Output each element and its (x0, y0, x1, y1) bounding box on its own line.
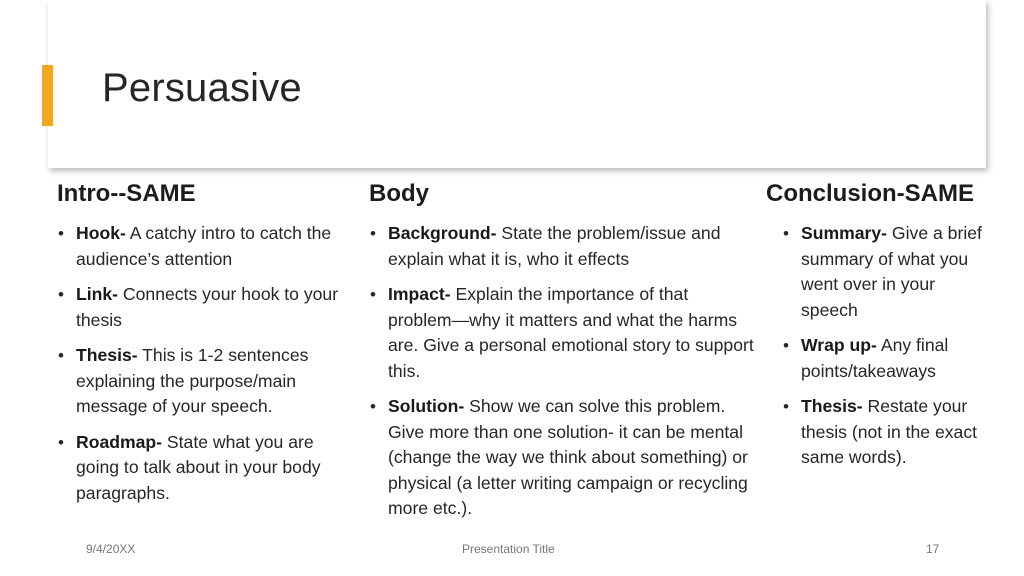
intro-list (57, 221, 342, 506)
item-label: Roadmap- (76, 431, 163, 452)
item-text: Explain the importance of that problem—why it matters and what the harms are. Give a personal emotional story to support this. (388, 284, 754, 381)
item-text: A catchy intro to catch the audience’s attention (76, 223, 332, 269)
item-text: Show we can solve this problem. Give more than one solution- it can be mental (change the way we think about something) or physical (a letter writing campaign or recycling more etc.). (388, 396, 748, 518)
footer-slide-number: 17 (926, 542, 940, 556)
item-label: Hook- (76, 223, 126, 243)
conclusion-list (782, 221, 991, 471)
item-text: This is 1-2 sentences explaining the purpose/main message of your speech. (76, 345, 309, 416)
intro-heading: Intro--SAME (57, 180, 196, 207)
conclusion-heading: Conclusion-SAME (766, 180, 974, 207)
footer-date: 9/4/20XX (86, 542, 136, 556)
item-text: State the problem/issue and explain what it is, who it effects (388, 223, 721, 269)
item-label: Solution- (388, 396, 465, 416)
list-item (57, 343, 342, 420)
item-label: Background- (388, 223, 497, 243)
body-column (369, 180, 754, 532)
body-list (369, 221, 754, 522)
list-item (369, 221, 754, 272)
list-item (369, 394, 754, 522)
list-item (782, 333, 991, 384)
item-text: Any final points/takeaways (801, 335, 949, 381)
conclusion-column (766, 180, 991, 481)
item-label: Wrap up- (801, 335, 877, 355)
list-item (57, 221, 342, 272)
slide-title: Persuasive (102, 66, 302, 110)
item-text: State what you are going to talk about in your body paragraphs. (76, 431, 321, 503)
item-label: Thesis- (76, 345, 138, 365)
intro-column (57, 180, 342, 516)
body-heading: Body (369, 180, 429, 207)
item-label: Impact- (388, 284, 451, 304)
item-text: Give a brief summary of what you went over in your speech (801, 223, 982, 320)
item-text: Connects your hook to your thesis (76, 284, 339, 330)
list-item (57, 430, 342, 507)
footer-presentation-title: Presentation Title (462, 542, 555, 556)
item-text: Restate your thesis (not in the exact same words). (801, 396, 978, 467)
list-item (782, 221, 991, 323)
item-label: Link- (76, 284, 119, 304)
list-item (57, 282, 342, 333)
title-accent-bar (42, 65, 53, 126)
item-label: Summary- (801, 223, 888, 243)
list-item (369, 282, 754, 384)
list-item (782, 394, 991, 471)
item-label: Thesis- (801, 396, 863, 416)
